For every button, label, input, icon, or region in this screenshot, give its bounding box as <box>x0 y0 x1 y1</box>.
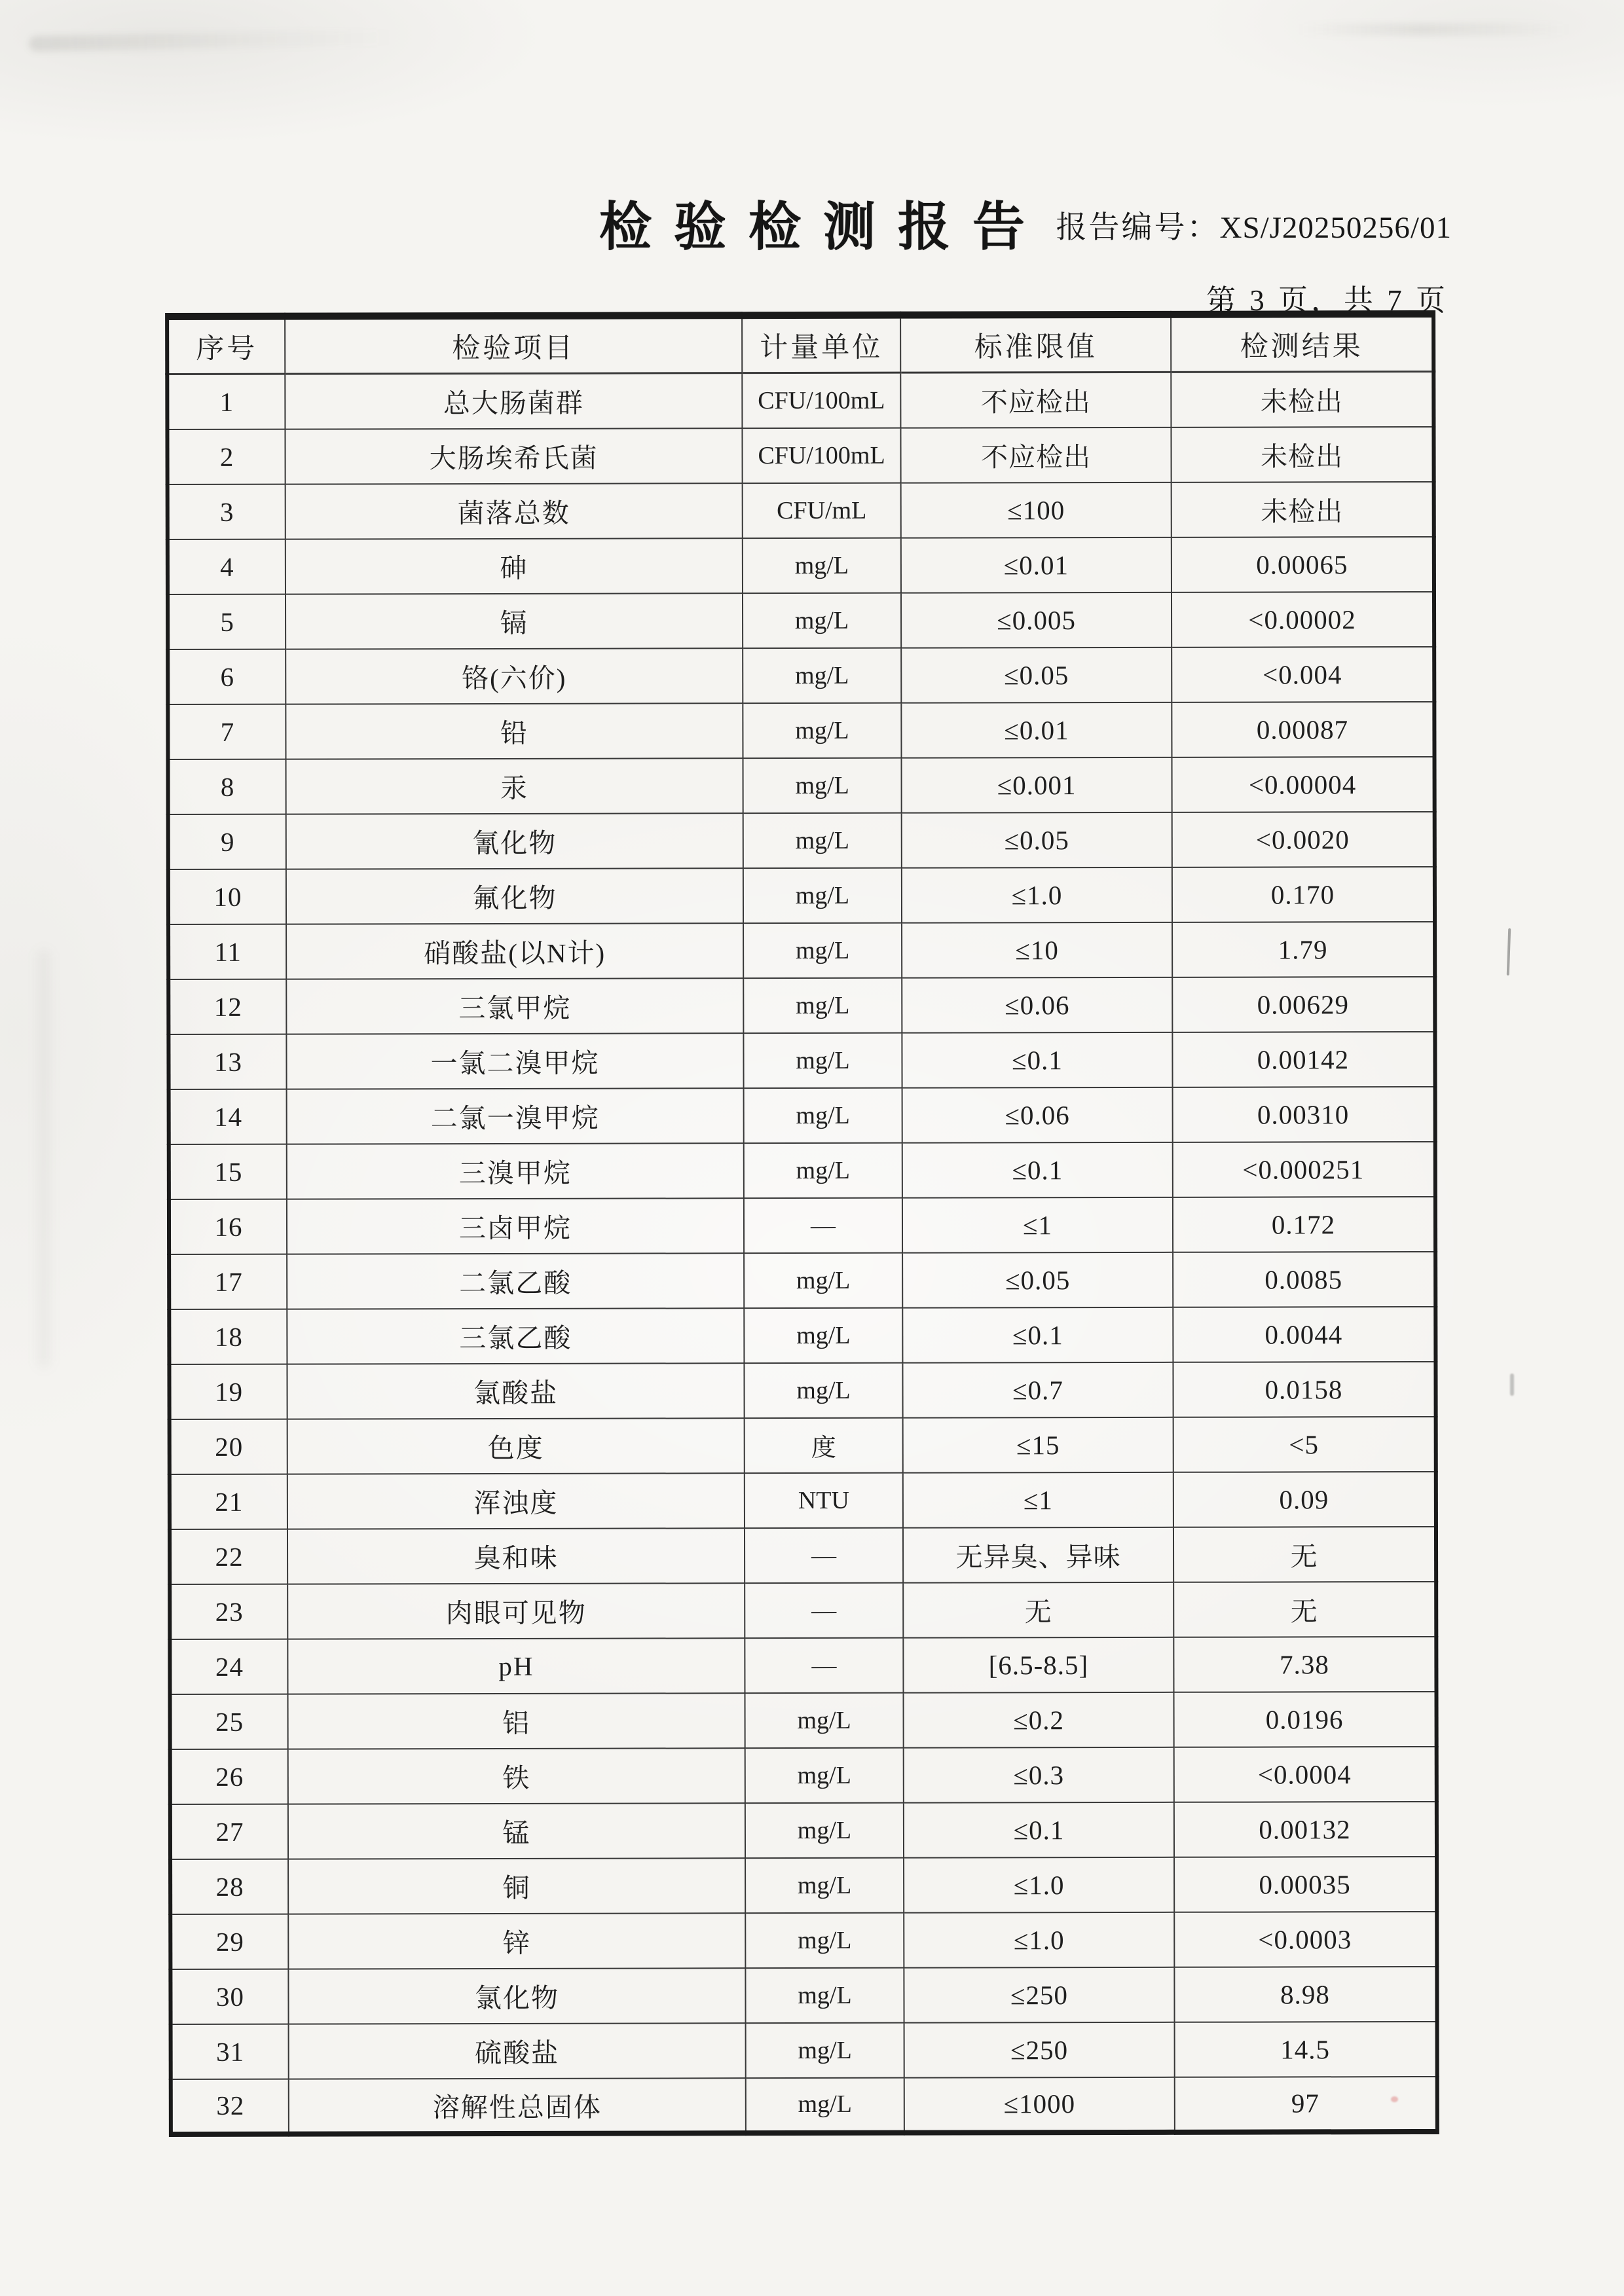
cell-result: <0.0004 <box>1174 1746 1437 1802</box>
cell-item: 浑浊度 <box>287 1473 745 1529</box>
table-row <box>169 1361 1435 1419</box>
table-row <box>168 756 1435 814</box>
cell-item: 氰化物 <box>286 813 743 869</box>
cell-seq: 31 <box>171 2024 289 2079</box>
col-header-result: 检测结果 <box>1171 314 1433 372</box>
cell-result: 0.170 <box>1172 866 1435 922</box>
cell-unit: mg/L <box>743 977 902 1033</box>
cell-unit: CFU/100mL <box>742 428 900 483</box>
cell-limit: ≤0.05 <box>902 1252 1173 1307</box>
cell-result: <0.00004 <box>1172 756 1435 812</box>
table-row <box>170 1471 1436 1529</box>
table-row <box>169 1251 1435 1309</box>
cell-item: 铁 <box>288 1748 745 1804</box>
cell-unit: NTU <box>745 1472 903 1528</box>
cell-item: 三氯甲烷 <box>286 978 743 1034</box>
cell-seq: 6 <box>168 649 286 704</box>
cell-limit: ≤250 <box>904 1967 1174 2022</box>
cell-unit: mg/L <box>743 757 902 813</box>
cell-limit: ≤0.7 <box>902 1362 1173 1417</box>
cell-unit: mg/L <box>746 2022 904 2078</box>
cell-item: 臭和味 <box>287 1528 745 1584</box>
cell-unit: mg/L <box>743 922 902 978</box>
report-number-value: XS/J20250256/01 <box>1219 211 1452 245</box>
cell-item: 一氯二溴甲烷 <box>286 1033 743 1089</box>
cell-seq: 19 <box>169 1364 287 1419</box>
cell-item: 三氯乙酸 <box>287 1308 744 1364</box>
cell-result: 1.79 <box>1172 921 1435 977</box>
cell-item: 铜 <box>288 1858 745 1914</box>
cell-result: 7.38 <box>1173 1636 1436 1692</box>
scan-artifact <box>29 29 396 52</box>
report-number-label: 报告编号： <box>1056 211 1220 245</box>
cell-limit: 无 <box>903 1582 1173 1637</box>
cell-seq: 22 <box>170 1529 287 1584</box>
cell-unit: mg/L <box>744 1362 902 1418</box>
table-row <box>169 1306 1435 1364</box>
cell-item: 氯化物 <box>288 1968 745 2024</box>
cell-item: 二氯乙酸 <box>287 1253 744 1309</box>
cell-unit: mg/L <box>743 867 902 923</box>
cell-item: 氟化物 <box>286 868 743 924</box>
cell-limit: ≤0.3 <box>904 1747 1174 1802</box>
scan-artifact <box>1510 1374 1514 1396</box>
cell-seq: 23 <box>170 1584 287 1639</box>
cell-result: <0.000251 <box>1173 1141 1435 1197</box>
table-row <box>169 1141 1435 1199</box>
cell-item: 砷 <box>286 538 743 594</box>
cell-item: 菌落总数 <box>286 483 743 539</box>
cell-result: 0.00065 <box>1172 536 1434 592</box>
table-row <box>170 1911 1437 1969</box>
cell-item: 溶解性总固体 <box>289 2078 746 2134</box>
cell-unit: — <box>745 1527 903 1583</box>
cell-unit: — <box>744 1197 902 1253</box>
cell-unit: mg/L <box>743 1032 902 1088</box>
cell-seq: 12 <box>168 979 286 1034</box>
cell-unit: 度 <box>745 1417 903 1473</box>
cell-result: <0.0020 <box>1172 811 1435 867</box>
cell-unit: mg/L <box>745 1802 904 1858</box>
cell-result: 14.5 <box>1175 2021 1437 2077</box>
cell-seq: 2 <box>167 429 285 484</box>
table-header-row <box>167 314 1433 374</box>
results-table <box>165 310 1439 2137</box>
cell-result: 0.0044 <box>1173 1306 1435 1362</box>
table-row <box>167 371 1433 429</box>
cell-item: 三卤甲烷 <box>287 1198 744 1254</box>
table-row <box>170 1691 1437 1749</box>
cell-seq: 16 <box>169 1199 287 1254</box>
cell-limit: ≤0.05 <box>902 812 1172 867</box>
cell-seq: 24 <box>170 1639 287 1694</box>
cell-item: 二氯一溴甲烷 <box>287 1088 744 1144</box>
cell-limit: ≤10 <box>902 922 1172 977</box>
cell-limit: ≤0.06 <box>902 977 1172 1032</box>
cell-limit: ≤100 <box>901 482 1172 538</box>
cell-result: 0.09 <box>1173 1471 1436 1527</box>
cell-seq: 29 <box>170 1914 288 1969</box>
cell-limit: ≤0.01 <box>901 537 1172 592</box>
table-row <box>168 481 1434 539</box>
cell-seq: 10 <box>168 869 286 924</box>
cell-limit: ≤0.1 <box>902 1307 1173 1362</box>
cell-limit: ≤0.005 <box>901 592 1172 647</box>
cell-unit: mg/L <box>744 1307 902 1363</box>
col-header-item: 检验项目 <box>285 316 742 374</box>
cell-item: 大肠埃希氏菌 <box>285 428 742 484</box>
table-row <box>170 1856 1437 1914</box>
cell-limit: ≤1 <box>903 1472 1173 1527</box>
cell-item: pH <box>287 1638 745 1694</box>
cell-seq: 25 <box>170 1694 288 1749</box>
cell-limit: ≤0.06 <box>902 1087 1173 1142</box>
cell-limit: ≤1.0 <box>902 867 1172 922</box>
cell-seq: 21 <box>170 1474 287 1529</box>
cell-result: 未检出 <box>1171 426 1433 482</box>
cell-seq: 13 <box>168 1034 286 1089</box>
report-number <box>1056 203 1452 247</box>
cell-limit: ≤1.0 <box>904 1912 1174 1967</box>
cell-result: 97 <box>1175 2076 1437 2132</box>
cell-limit: ≤0.01 <box>901 702 1172 757</box>
cell-unit: mg/L <box>743 592 901 648</box>
cell-seq: 15 <box>169 1144 287 1199</box>
cell-result: 无 <box>1173 1526 1436 1582</box>
table-row <box>169 1196 1435 1254</box>
cell-limit: 无异臭、异味 <box>903 1527 1173 1582</box>
cell-seq: 20 <box>170 1419 287 1474</box>
cell-item: 铅 <box>286 703 743 759</box>
cell-result: 0.0085 <box>1173 1251 1435 1307</box>
cell-seq: 1 <box>167 374 285 429</box>
table-row <box>168 866 1435 924</box>
cell-seq: 32 <box>171 2079 289 2134</box>
cell-limit: ≤1.0 <box>904 1857 1174 1912</box>
scan-artifact <box>37 949 51 1368</box>
cell-result: 无 <box>1173 1581 1436 1637</box>
cell-item: 色度 <box>287 1418 745 1474</box>
table-row <box>170 1746 1437 1804</box>
cell-unit: CFU/100mL <box>742 373 900 428</box>
cell-result: <5 <box>1173 1416 1436 1472</box>
cell-seq: 3 <box>168 484 286 539</box>
cell-unit: CFU/mL <box>743 483 901 538</box>
cell-limit: [6.5-8.5] <box>903 1637 1173 1692</box>
table-row <box>168 591 1434 649</box>
cell-item: 锌 <box>288 1913 745 1969</box>
cell-seq: 7 <box>168 704 286 759</box>
cell-unit: mg/L <box>744 1252 902 1308</box>
col-header-seq: 序号 <box>167 316 285 374</box>
cell-item: 三溴甲烷 <box>287 1143 744 1199</box>
cell-seq: 18 <box>169 1309 287 1364</box>
cell-item: 氯酸盐 <box>287 1363 744 1419</box>
cell-result: 0.00142 <box>1172 1031 1435 1087</box>
table-row <box>169 1086 1435 1144</box>
cell-result: 0.00629 <box>1172 976 1435 1032</box>
col-header-limit: 标准限值 <box>900 314 1171 373</box>
cell-seq: 9 <box>168 814 286 869</box>
cell-result: 0.00087 <box>1172 701 1434 757</box>
table-row <box>170 1526 1436 1584</box>
cell-unit: mg/L <box>745 1967 904 2023</box>
cell-unit: mg/L <box>743 647 901 703</box>
cell-seq: 30 <box>170 1969 288 2024</box>
cell-limit: ≤0.1 <box>902 1142 1173 1197</box>
cell-unit: mg/L <box>743 812 902 868</box>
cell-unit: mg/L <box>745 1857 904 1913</box>
cell-seq: 26 <box>170 1749 288 1804</box>
cell-result: 0.00310 <box>1173 1086 1435 1142</box>
table-row <box>168 701 1434 759</box>
table-row <box>168 921 1435 979</box>
cell-limit: ≤1 <box>902 1197 1173 1252</box>
cell-item: 肉眼可见物 <box>287 1583 745 1639</box>
cell-limit: 不应检出 <box>900 427 1171 483</box>
cell-limit: ≤250 <box>904 2022 1175 2077</box>
cell-unit: mg/L <box>744 1142 902 1198</box>
cell-unit: — <box>745 1637 903 1693</box>
cell-result: <0.0003 <box>1174 1911 1437 1967</box>
cell-limit: ≤15 <box>903 1417 1173 1472</box>
table-row <box>167 426 1433 484</box>
cell-seq: 11 <box>168 924 286 979</box>
cell-result: <0.004 <box>1172 646 1434 702</box>
table-row <box>170 1966 1437 2024</box>
cell-limit: ≤0.1 <box>904 1802 1174 1857</box>
table-row <box>168 1031 1435 1089</box>
table-row <box>171 2076 1437 2134</box>
table-row <box>170 1581 1436 1639</box>
table-row <box>170 1416 1436 1474</box>
cell-item: 硝酸盐(以N计) <box>286 923 743 979</box>
cell-limit: ≤0.001 <box>902 757 1172 812</box>
table-row <box>168 646 1434 704</box>
cell-seq: 8 <box>168 759 286 814</box>
cell-seq: 27 <box>170 1804 288 1859</box>
scan-artifact <box>1507 928 1511 975</box>
table-body <box>167 371 1437 2134</box>
cell-result: 8.98 <box>1174 1966 1437 2022</box>
scan-artifact <box>1297 24 1572 35</box>
col-header-unit: 计量单位 <box>742 315 900 373</box>
cell-unit: mg/L <box>745 1912 904 1968</box>
cell-seq: 28 <box>170 1859 288 1914</box>
cell-limit: ≤1000 <box>904 2077 1175 2132</box>
table-row <box>170 1801 1437 1859</box>
cell-result: <0.00002 <box>1172 591 1434 647</box>
cell-result: 0.172 <box>1173 1196 1435 1252</box>
cell-limit: ≤0.05 <box>901 647 1172 702</box>
cell-item: 铝 <box>288 1693 745 1749</box>
cell-item: 铬(六价) <box>286 648 743 704</box>
cell-item: 汞 <box>286 758 743 814</box>
cell-item: 硫酸盐 <box>289 2023 746 2079</box>
cell-seq: 17 <box>169 1254 287 1309</box>
cell-item: 镉 <box>286 593 743 649</box>
cell-unit: — <box>745 1582 903 1638</box>
cell-result: 0.00035 <box>1174 1856 1437 1912</box>
cell-seq: 5 <box>168 594 286 649</box>
cell-limit: ≤0.1 <box>902 1032 1172 1087</box>
cell-result: 0.00132 <box>1174 1801 1437 1857</box>
table-row <box>168 536 1434 594</box>
cell-unit: mg/L <box>743 538 901 593</box>
cell-limit: 不应检出 <box>900 372 1171 428</box>
cell-seq: 14 <box>169 1089 287 1144</box>
table-row <box>168 976 1435 1034</box>
cell-result: 0.0196 <box>1173 1691 1436 1747</box>
page-title: 检验检测报告 <box>599 199 1047 257</box>
cell-seq: 4 <box>168 539 286 594</box>
cell-result: 未检出 <box>1172 481 1434 537</box>
cell-unit: mg/L <box>745 1747 904 1803</box>
table-row <box>171 2021 1437 2079</box>
cell-item: 锰 <box>288 1803 745 1859</box>
cell-unit: mg/L <box>743 702 901 758</box>
cell-limit: ≤0.2 <box>904 1692 1174 1747</box>
table-row <box>168 811 1435 869</box>
cell-result: 未检出 <box>1171 371 1433 427</box>
table-row <box>170 1636 1436 1694</box>
page-indicator: 第 3 页，共 7 页 <box>1206 284 1449 317</box>
cell-result: 0.0158 <box>1173 1361 1435 1417</box>
cell-unit: mg/L <box>745 1692 904 1748</box>
cell-unit: mg/L <box>744 1087 902 1143</box>
cell-unit: mg/L <box>746 2077 904 2133</box>
cell-item: 总大肠菌群 <box>285 373 742 429</box>
